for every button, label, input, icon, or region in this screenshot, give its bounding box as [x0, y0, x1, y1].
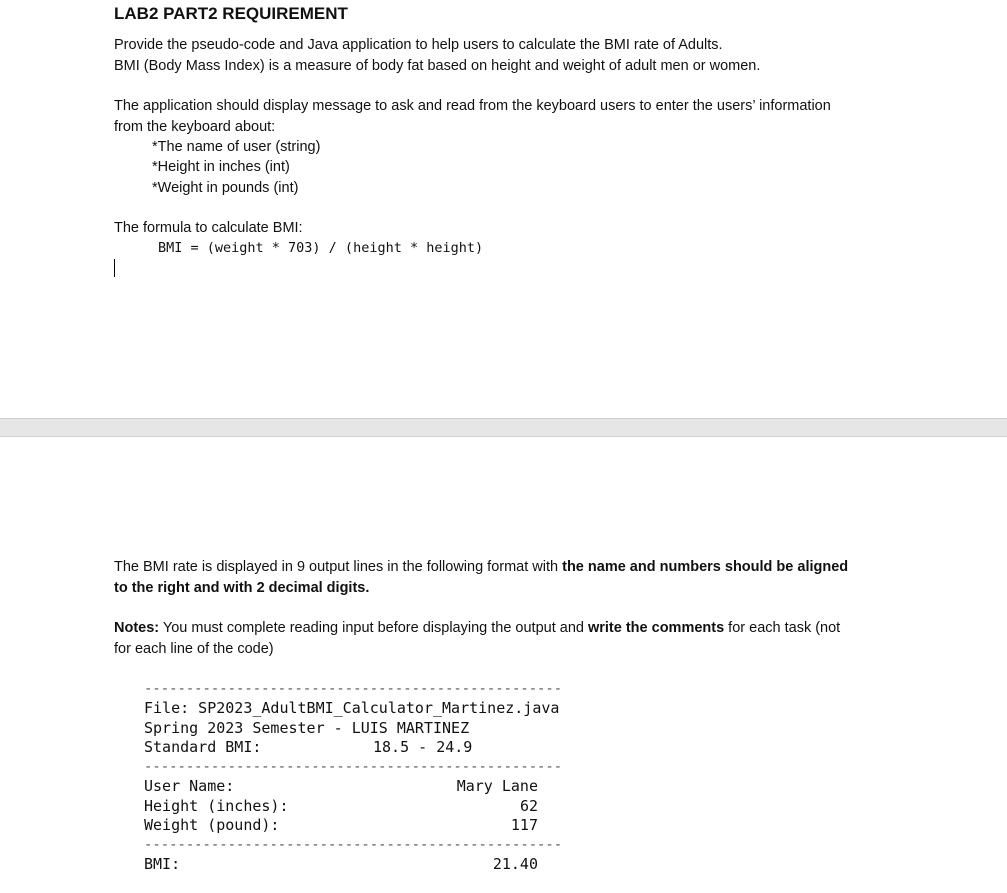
output-spec-bold: the name and numbers should be aligned — [562, 559, 849, 575]
dash-line-2: -------------------------------------------------- — [144, 759, 563, 775]
formula-label: The formula to calculate BMI: — [114, 220, 303, 236]
input-item-weight: *Weight in pounds (int) — [152, 180, 299, 196]
document-page-1 — [0, 0, 1007, 418]
bmi-value: 21.40 — [492, 855, 538, 873]
output-spec-line-1 — [114, 557, 848, 578]
notes-line-1 — [114, 618, 840, 639]
dash-line-1: -------------------------------------------------- — [144, 681, 563, 697]
document-page-2 — [0, 437, 1007, 893]
notes-text-1: You must complete reading input before displaying the output and — [159, 620, 588, 636]
user-name-value: Mary Lane — [456, 777, 538, 795]
weight-label: Weight (pound): — [144, 816, 280, 834]
output-spec-text: The BMI rate is displayed in 9 output lines in the following format with — [114, 559, 563, 575]
text-cursor[interactable] — [114, 259, 115, 277]
notes-label: Notes: — [114, 620, 160, 636]
standard-bmi-value: 18.5 - 24.9 — [373, 738, 473, 756]
standard-bmi-label: Standard BMI: — [144, 738, 262, 756]
intro-line-2: BMI (Body Mass Index) is a measure of body fat based on height and weight of adult men or women. — [114, 58, 761, 74]
display-line-2: from the keyboard about: — [114, 119, 276, 135]
intro-line-1: Provide the pseudo-code and Java application to help users to calculate the BMI rate of Adults. — [114, 37, 723, 53]
display-line-1: The application should display message to ask and read from the keyboard users to enter the users’ information — [114, 98, 831, 114]
user-name-label: User Name: — [144, 777, 235, 795]
weight-value: 117 — [510, 816, 538, 834]
dash-line-3: -------------------------------------------------- — [144, 837, 563, 853]
page-break — [0, 418, 1007, 437]
formula-code: BMI = (weight * 703) / (height * height) — [158, 240, 484, 256]
notes-bold: write the comments — [587, 620, 725, 636]
semester-line: Spring 2023 Semester - LUIS MARTINEZ — [144, 719, 470, 737]
output-spec-bold-2: to the right and with 2 decimal digits. — [114, 580, 370, 596]
input-item-name: *The name of user (string) — [152, 139, 321, 155]
notes-text-2: for each task (not — [724, 620, 841, 636]
height-label: Height (inches): — [144, 797, 289, 815]
input-item-height: *Height in inches (int) — [152, 159, 290, 175]
notes-line-2: for each line of the code) — [114, 641, 274, 657]
file-line: File: SP2023_AdultBMI_Calculator_Martinez.java — [144, 699, 560, 717]
document-title: LAB2 PART2 REQUIREMENT — [114, 4, 348, 23]
height-value: 62 — [519, 797, 538, 815]
bmi-label: BMI: — [144, 855, 181, 873]
output-spec-line-2 — [114, 578, 369, 599]
